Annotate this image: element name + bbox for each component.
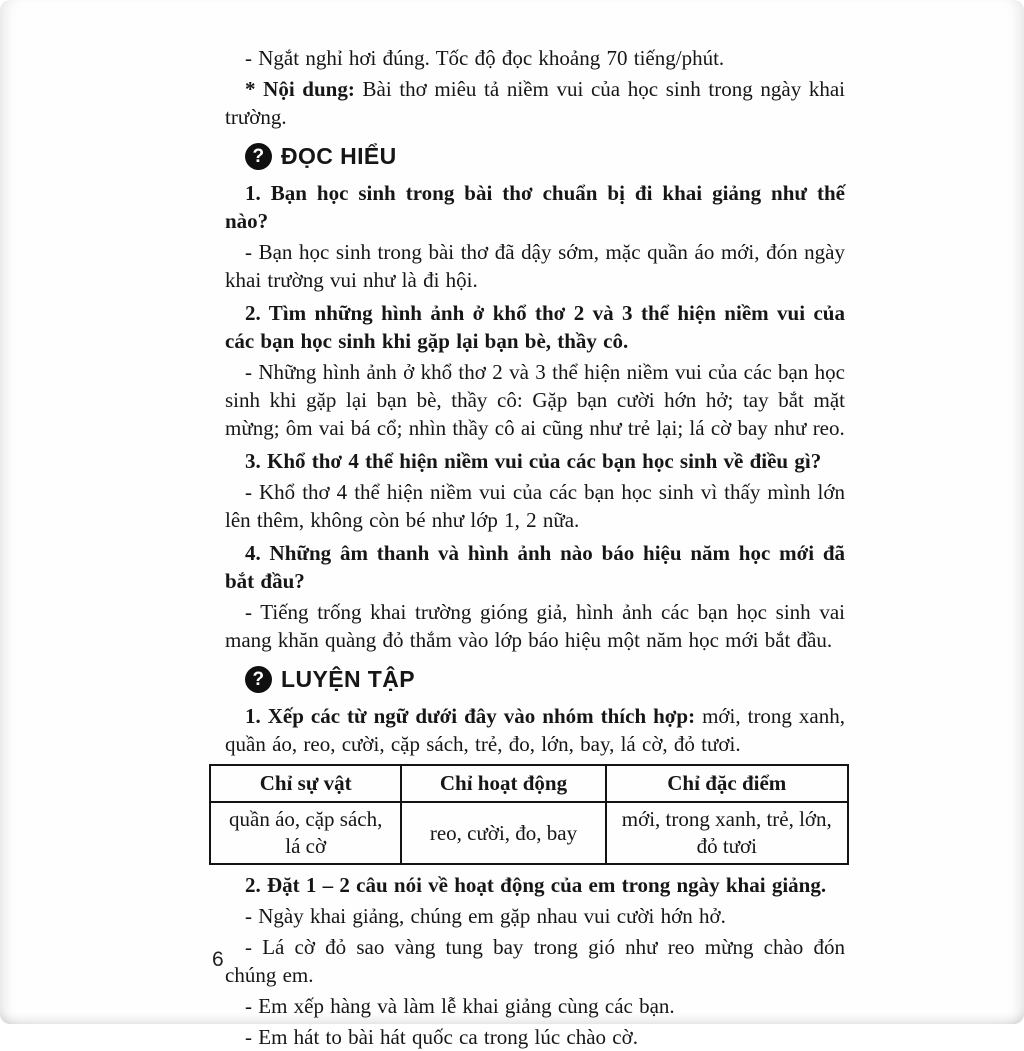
section-header-doc-hieu: [245, 143, 845, 170]
section-header-luyen-tap: [245, 666, 845, 693]
table-header-things: Chỉ sự vật: [210, 765, 401, 802]
table-header-actions: Chỉ hoạt động: [401, 765, 605, 802]
content-summary-text: Bài thơ miêu tả niềm vui của học sinh trong ngày khai trường.: [225, 77, 846, 129]
answer-2: - Những hình ảnh ở khổ thơ 2 và 3 thể hiện niềm vui của các bạn học sinh khi gặp lại bạn bè, thầy cô: Gặp bạn cười hớn hở; tay bắt mặt mừng; ôm vai bá cổ; nhìn thầy cô ai cũng như trẻ lại; lá cờ bay như reo.: [225, 360, 845, 440]
question-3: 3. Khổ thơ 4 thể hiện niềm vui của các bạn học sinh về điều gì?: [245, 449, 822, 473]
question-mark-icon: ?: [245, 666, 272, 693]
section-title: LUYỆN TẬP: [281, 666, 415, 692]
table-row: [210, 802, 848, 864]
exercise-2-answer-1: - Ngày khai giảng, chúng em gặp nhau vui cười hớn hở.: [245, 904, 726, 928]
exercise-1: [225, 702, 845, 758]
table-header-row: [210, 765, 848, 802]
reading-pace-note: - Ngắt nghỉ hơi đúng. Tốc độ đọc khoảng 70 tiếng/phút.: [245, 46, 725, 70]
question-4: 4. Những âm thanh và hình ảnh nào báo hiệu năm học mới đã bắt đầu?: [225, 541, 845, 593]
page-number: 6: [212, 948, 224, 971]
section-title: ĐỌC HIỂU: [281, 143, 397, 169]
question-1: 1. Bạn học sinh trong bài thơ chuẩn bị đi khai giảng như thế nào?: [225, 181, 845, 233]
answer-3: - Khổ thơ 4 thể hiện niềm vui của các bạn học sinh vì thấy mình lớn lên thêm, không còn bé như lớp 1, 2 nữa.: [225, 480, 845, 532]
table-header-attributes: Chỉ đặc điểm: [606, 765, 848, 802]
exercise-2-answer-3: - Em xếp hàng và làm lễ khai giảng cùng các bạn.: [245, 994, 675, 1018]
exercise-1-words: mới, trong xanh, quần áo, reo, cười, cặp sách, trẻ, đo, lớn, bay, lá cờ, đỏ tươi.: [225, 704, 845, 756]
table-cell-attributes: mới, trong xanh, trẻ, lớn, đỏ tươi: [606, 802, 848, 864]
exercise-2-answer-2: - Lá cờ đỏ sao vàng tung bay trong gió như reo mừng chào đón chúng em.: [225, 935, 845, 987]
content-summary-label: * Nội dung:: [245, 77, 355, 101]
question-mark-icon: ?: [245, 143, 272, 170]
exercise-1-label: 1. Xếp các từ ngữ dưới đây vào nhóm thích hợp:: [245, 704, 696, 728]
word-classification-table: [209, 764, 849, 865]
table-cell-things: quần áo, cặp sách, lá cờ: [210, 802, 401, 864]
exercise-2: 2. Đặt 1 – 2 câu nói về hoạt động của em trong ngày khai giảng.: [245, 873, 827, 897]
question-2: 2. Tìm những hình ảnh ở khổ thơ 2 và 3 thể hiện niềm vui của các bạn học sinh khi gặp lại bạn bè, thầy cô.: [225, 301, 845, 353]
content-summary: [225, 75, 845, 131]
answer-4: - Tiếng trống khai trường gióng giả, hình ảnh các bạn học sinh vai mang khăn quàng đỏ thắm vào lớp báo hiệu một năm học mới bắt đầu.: [225, 600, 845, 652]
answer-1: - Bạn học sinh trong bài thơ đã dậy sớm, mặc quần áo mới, đón ngày khai trường vui như là đi hội.: [225, 240, 845, 292]
table-cell-actions: reo, cười, đo, bay: [401, 802, 605, 864]
exercise-2-answer-4: - Em hát to bài hát quốc ca trong lúc chào cờ.: [245, 1025, 638, 1049]
page-content: [225, 44, 845, 1051]
